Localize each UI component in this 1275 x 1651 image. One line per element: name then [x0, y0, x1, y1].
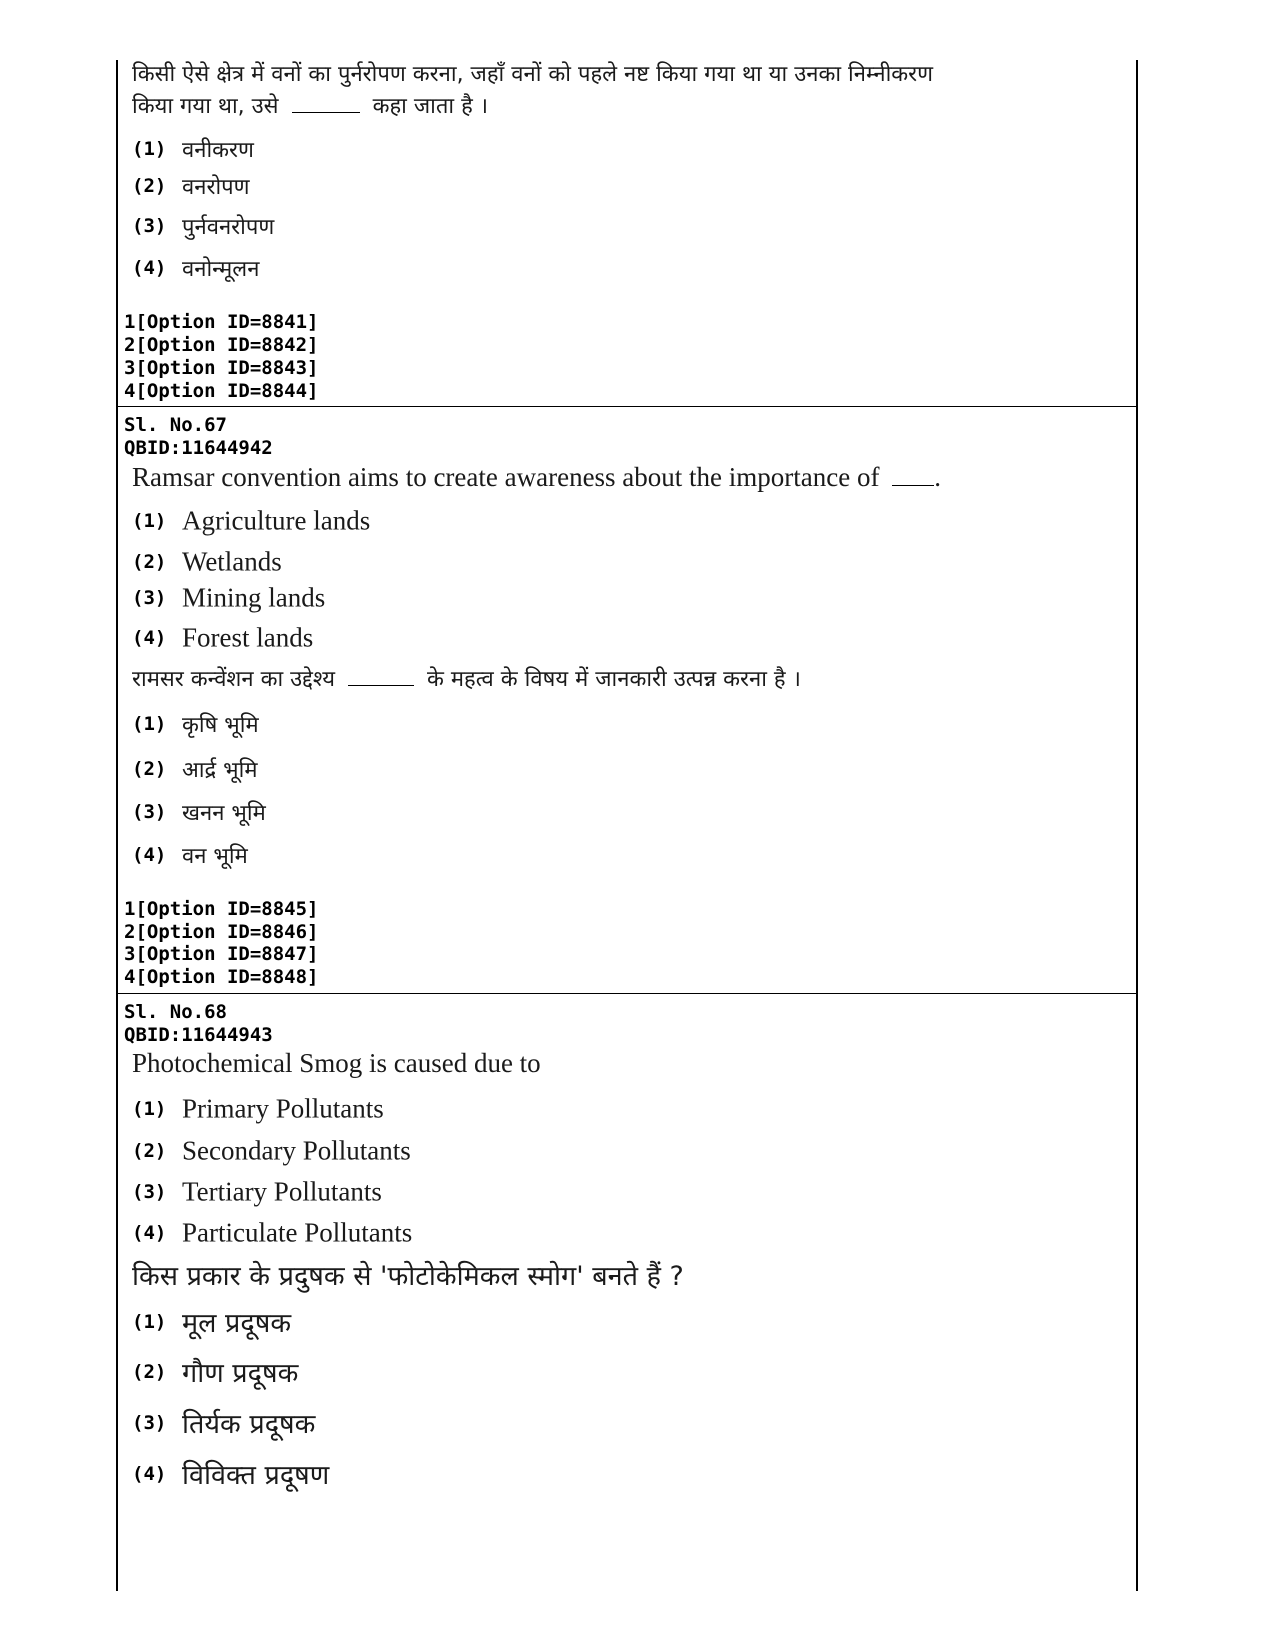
option-id-1: 1[Option ID=8845]	[124, 898, 319, 920]
stem-text-a: किया गया था, उसे	[132, 94, 279, 119]
option-4: (4) वनोन्मूलन	[132, 257, 260, 282]
stem-text-a: रामसर कन्वेंशन का उद्देश्य	[132, 667, 335, 692]
option-3: (3) पुर्नवनरोपण	[132, 215, 275, 240]
option-id-2: 2[Option ID=8842]	[124, 334, 319, 356]
option-2: (2) Secondary Pollutants	[132, 1135, 411, 1166]
answer-blank	[892, 485, 934, 486]
question-68-english-stem: Photochemical Smog is caused due to	[132, 1048, 541, 1078]
option-3: (3) Mining lands	[132, 582, 326, 613]
serial-number: Sl. No.68	[124, 1001, 227, 1023]
answer-blank	[292, 112, 360, 113]
option-id-4: 4[Option ID=8848]	[124, 966, 319, 988]
option-1: (1) Agriculture lands	[132, 505, 371, 536]
question-68-hindi-stem: किस प्रकार के प्रदुषक से 'फोटोकेमिकल स्मोग' बनते हैं ?	[132, 1261, 684, 1292]
qbid: QBID:11644942	[124, 437, 273, 459]
question-67-hindi-stem	[132, 663, 801, 693]
option-3: (3) तिर्यक प्रदूषक	[132, 1409, 316, 1440]
option-id-2: 2[Option ID=8846]	[124, 921, 319, 943]
row-divider	[116, 406, 1136, 407]
question-66-hindi-stem-line1: किसी ऐसे क्षेत्र में वनों का पुर्नरोपण करना, जहाँ वनों को पहले नष्ट किया गया था या उनका निम्नीकरण	[132, 62, 934, 87]
question-67-english-stem: Ramsar convention aims to create awareness about the importance of .	[132, 462, 941, 492]
option-id-4: 4[Option ID=8844]	[124, 380, 319, 402]
option-4: (4) विविक्त प्रदूषण	[132, 1460, 330, 1491]
option-1: (1) कृषि भूमि	[132, 713, 259, 738]
option-id-1: 1[Option ID=8841]	[124, 311, 319, 333]
stem-text-b: के महत्व के विषय में जानकारी उत्पन्न करना है ।	[427, 667, 801, 692]
qbid: QBID:11644943	[124, 1024, 273, 1046]
option-1: (1) Primary Pollutants	[132, 1093, 384, 1124]
answer-blank	[348, 685, 414, 686]
row-divider	[116, 993, 1136, 994]
option-id-3: 3[Option ID=8843]	[124, 357, 319, 379]
option-id-3: 3[Option ID=8847]	[124, 943, 319, 965]
option-4: (4) वन भूमि	[132, 844, 248, 869]
option-2: (2) Wetlands	[132, 546, 282, 577]
option-2: (2) वनरोपण	[132, 175, 250, 200]
option-1: (1) मूल प्रदूषक	[132, 1308, 292, 1339]
question-66-hindi-stem-line2	[132, 90, 488, 120]
stem-text: Ramsar convention aims to create awareness about the importance of	[132, 462, 880, 492]
option-1: (1) वनीकरण	[132, 138, 254, 163]
option-3: (3) Tertiary Pollutants	[132, 1176, 382, 1207]
option-2: (2) आर्द्र भूमि	[132, 758, 258, 783]
stem-text-b: कहा जाता है ।	[372, 94, 489, 119]
option-4: (4) Particulate Pollutants	[132, 1217, 413, 1248]
serial-number: Sl. No.67	[124, 414, 227, 436]
option-3: (3) खनन भूमि	[132, 801, 266, 826]
option-4: (4) Forest lands	[132, 622, 314, 653]
option-2: (2) गौण प्रदूषक	[132, 1358, 299, 1389]
